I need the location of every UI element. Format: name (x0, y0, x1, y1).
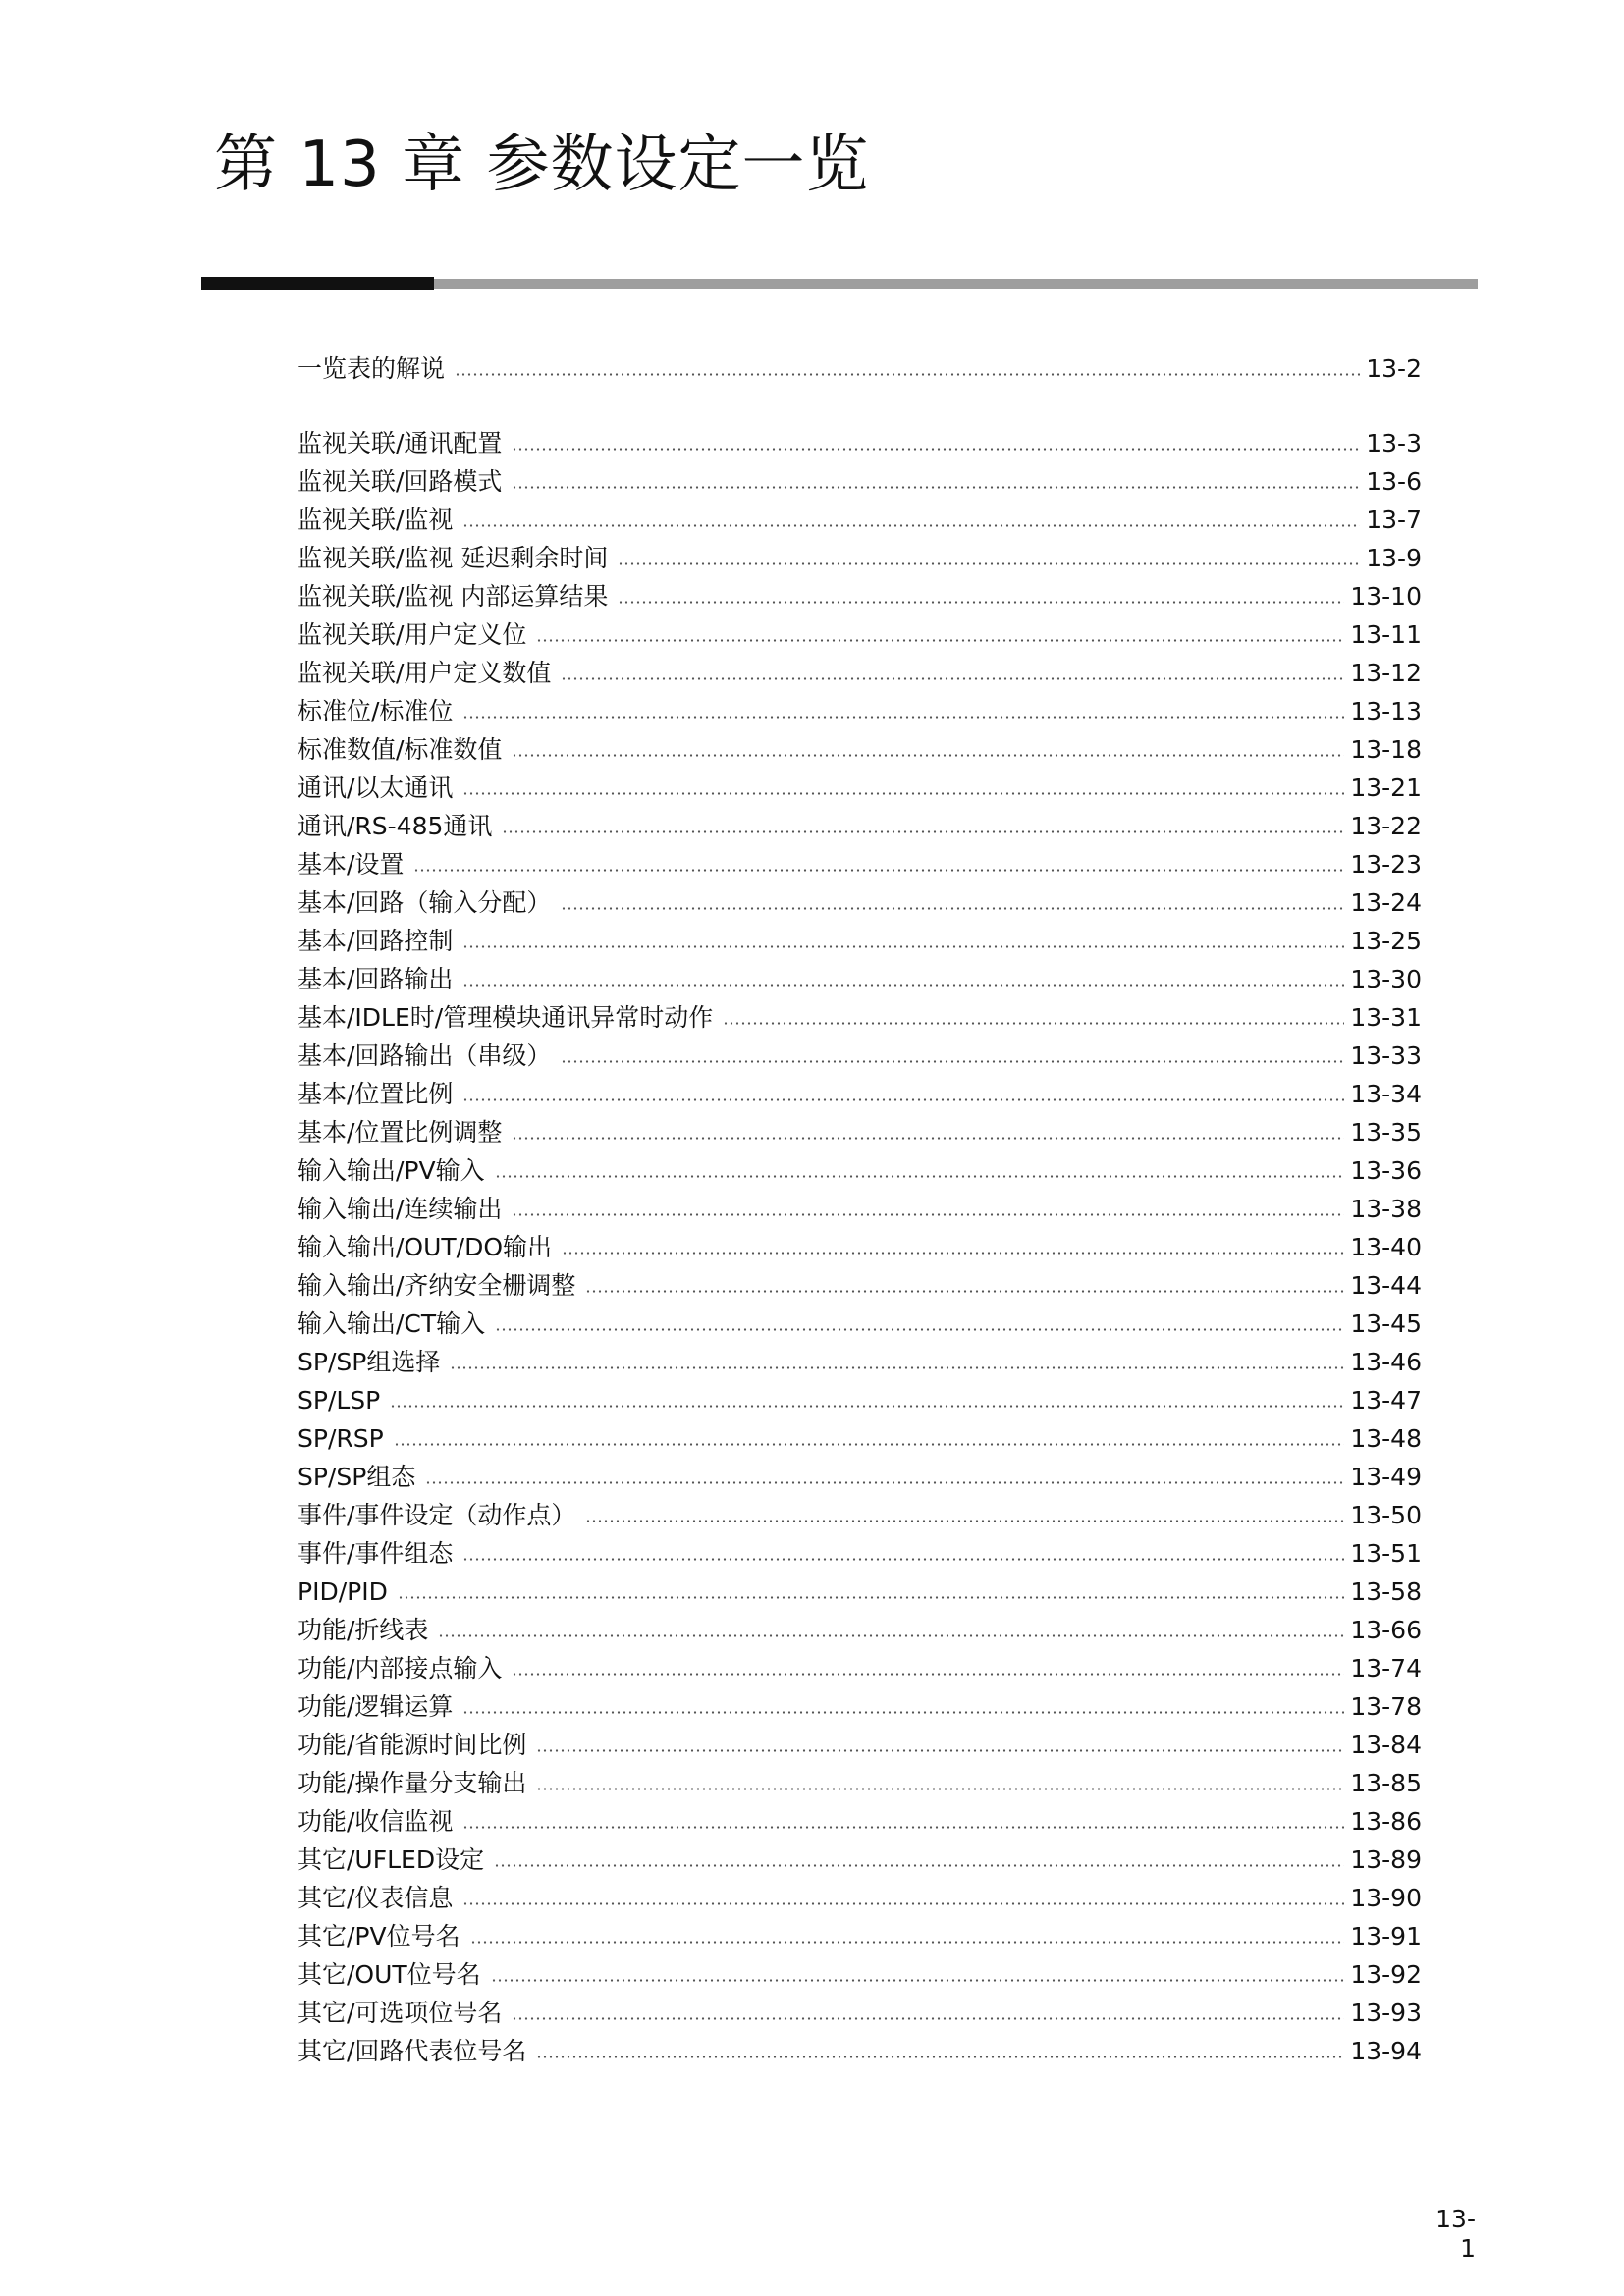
toc-entry[interactable] (298, 497, 1422, 535)
toc-entry-page: 13-94 (1350, 2037, 1422, 2065)
toc-entry-label: 其它/OUT位号名 (298, 1960, 481, 1989)
toc-entry-label: SP/SP组选择 (298, 1348, 441, 1376)
toc-entry[interactable] (298, 1224, 1422, 1262)
toc-entry-page: 13-22 (1350, 812, 1422, 840)
toc-entry-label: 其它/UFLED设定 (298, 1845, 485, 1874)
toc-leader-dots (618, 562, 1360, 565)
toc-entry-label: 通讯/以太通讯 (298, 774, 454, 802)
toc-leader-dots (462, 1711, 1344, 1714)
title-rule (201, 277, 1478, 290)
table-of-contents (298, 346, 1422, 2066)
toc-entry-page: 13-35 (1350, 1118, 1422, 1147)
toc-entry[interactable] (298, 1798, 1422, 1837)
toc-entry[interactable] (298, 1071, 1422, 1109)
toc-leader-dots (502, 830, 1344, 833)
toc-entry[interactable] (298, 458, 1422, 497)
toc-entry-page: 13-21 (1350, 774, 1422, 802)
toc-entry-page: 13-9 (1366, 544, 1422, 572)
toc-entry-page: 13-90 (1350, 1884, 1422, 1912)
toc-entry[interactable] (298, 1415, 1422, 1454)
toc-leader-dots (585, 1290, 1344, 1293)
page-number: 13-1 (1435, 2205, 1476, 2263)
toc-entry[interactable] (298, 1339, 1422, 1377)
toc-entry-label: 功能/省能源时间比例 (298, 1731, 527, 1759)
toc-entry-label: 基本/位置比例 (298, 1080, 454, 1108)
toc-entry-page: 13-47 (1350, 1386, 1422, 1415)
toc-leader-dots (512, 1213, 1344, 1216)
toc-leader-dots (462, 1826, 1344, 1829)
toc-entry-page: 13-18 (1350, 735, 1422, 764)
toc-entry-label: 输入输出/连续输出 (298, 1195, 503, 1223)
toc-entry-label: 监视关联/通讯配置 (298, 429, 503, 457)
toc-leader-dots (450, 1366, 1344, 1369)
toc-entry[interactable] (298, 841, 1422, 880)
toc-entry-page: 13-93 (1350, 1999, 1422, 2027)
toc-leader-dots (618, 601, 1344, 604)
toc-entry-page: 13-25 (1350, 927, 1422, 955)
toc-leader-dots (491, 1979, 1345, 1982)
toc-entry-page: 13-6 (1366, 467, 1422, 496)
toc-entry[interactable] (298, 1837, 1422, 1875)
toc-entry-label: 基本/回路（输入分配） (298, 888, 552, 917)
toc-entry[interactable] (298, 573, 1422, 612)
toc-entry-page: 13-85 (1350, 1769, 1422, 1797)
toc-leader-dots (413, 869, 1344, 872)
toc-entry-page: 13-33 (1350, 1041, 1422, 1070)
toc-entry-page: 13-50 (1350, 1501, 1422, 1529)
toc-entry-label: SP/RSP (298, 1424, 384, 1453)
toc-leader-dots (723, 1022, 1344, 1025)
toc-entry[interactable] (298, 1492, 1422, 1530)
toc-entry[interactable] (298, 612, 1422, 650)
toc-entry-label: 一览表的解说 (298, 354, 446, 383)
toc-entry-page: 13-48 (1350, 1424, 1422, 1453)
toc-entry-label: 事件/事件组态 (298, 1539, 454, 1568)
toc-entry[interactable] (298, 1377, 1422, 1415)
toc-entry-label: SP/LSP (298, 1386, 381, 1415)
toc-leader-dots (562, 1252, 1344, 1255)
toc-leader-dots (512, 486, 1360, 489)
toc-entry-label: 输入输出/OUT/DO输出 (298, 1233, 553, 1261)
toc-entry-label: 监视关联/监视 内部运算结果 (298, 582, 609, 611)
toc-leader-dots (438, 1634, 1344, 1637)
toc-entry-label: 功能/操作量分支输出 (298, 1769, 527, 1797)
toc-entry-label: 功能/收信监视 (298, 1807, 454, 1836)
toc-entry[interactable] (298, 880, 1422, 918)
toc-entry[interactable] (298, 994, 1422, 1033)
toc-entry-page: 13-23 (1350, 850, 1422, 879)
toc-leader-dots (425, 1481, 1344, 1484)
toc-entry[interactable] (298, 765, 1422, 803)
toc-entry-label: 基本/位置比例调整 (298, 1118, 503, 1147)
toc-entry-label: 标准数值/标准数值 (298, 735, 503, 764)
toc-entry-page: 13-66 (1350, 1616, 1422, 1644)
toc-entry-label: 功能/内部接点输入 (298, 1654, 503, 1682)
toc-entry-page: 13-3 (1366, 429, 1422, 457)
toc-entry[interactable] (298, 1760, 1422, 1798)
toc-leader-dots (462, 1098, 1344, 1101)
toc-entry[interactable] (298, 346, 1422, 384)
toc-leader-dots (561, 677, 1344, 680)
toc-leader-dots (512, 1673, 1344, 1676)
toc-entry-label: 基本/回路控制 (298, 927, 454, 955)
toc-entry-page: 13-34 (1350, 1080, 1422, 1108)
toc-entry-page: 13-49 (1350, 1463, 1422, 1491)
toc-leader-dots (470, 1941, 1345, 1944)
toc-leader-dots (561, 907, 1344, 910)
toc-entry[interactable] (298, 918, 1422, 956)
toc-entry-label: 其它/PV位号名 (298, 1922, 460, 1950)
toc-entry-page: 13-7 (1366, 506, 1422, 534)
toc-leader-dots (561, 1060, 1344, 1063)
toc-entry[interactable] (298, 650, 1422, 688)
toc-entry-page: 13-45 (1350, 1309, 1422, 1338)
toc-leader-dots (398, 1596, 1345, 1599)
toc-leader-dots (494, 1864, 1344, 1867)
toc-entry-label: 监视关联/用户定义数值 (298, 659, 552, 687)
toc-entry-page: 13-24 (1350, 888, 1422, 917)
toc-entry[interactable] (298, 1722, 1422, 1760)
toc-leader-dots (512, 754, 1344, 757)
toc-entry-page: 13-84 (1350, 1731, 1422, 1759)
toc-entry-label: 功能/逻辑运算 (298, 1692, 454, 1721)
toc-entry[interactable] (298, 1033, 1422, 1071)
toc-entry-page: 13-36 (1350, 1156, 1422, 1185)
toc-entry-page: 13-38 (1350, 1195, 1422, 1223)
toc-entry[interactable] (298, 1990, 1422, 2028)
title-rule-dark (201, 277, 434, 290)
toc-entry[interactable] (298, 1875, 1422, 1913)
toc-entry[interactable] (298, 1913, 1422, 1951)
toc-leader-dots (512, 2017, 1344, 2020)
toc-entry-page: 13-58 (1350, 1577, 1422, 1606)
toc-leader-dots (462, 945, 1344, 948)
toc-entry[interactable] (298, 535, 1422, 573)
toc-entry-label: 其它/回路代表位号名 (298, 2037, 527, 2065)
toc-leader-dots (536, 2056, 1344, 2058)
toc-entry-label: 监视关联/监视 (298, 506, 454, 534)
toc-entry[interactable] (298, 1607, 1422, 1645)
toc-leader-dots (536, 639, 1344, 642)
toc-entry-page: 13-46 (1350, 1348, 1422, 1376)
toc-entry-page: 13-44 (1350, 1271, 1422, 1300)
toc-leader-dots (536, 1788, 1344, 1790)
toc-entry-label: 事件/事件设定（动作点） (298, 1501, 576, 1529)
toc-entry-page: 13-13 (1350, 697, 1422, 725)
toc-leader-dots (462, 716, 1344, 719)
toc-entry-label: 基本/回路输出（串级） (298, 1041, 552, 1070)
toc-entry[interactable] (298, 1262, 1422, 1301)
toc-entry-label: 基本/回路输出 (298, 965, 454, 993)
toc-entry-label: 基本/IDLE时/管理模块通讯异常时动作 (298, 1003, 714, 1032)
toc-entry[interactable] (298, 688, 1422, 726)
toc-entry[interactable] (298, 1951, 1422, 1990)
toc-entry[interactable] (298, 1569, 1422, 1607)
toc-leader-dots (536, 1749, 1344, 1752)
toc-entry-label: 监视关联/回路模式 (298, 467, 503, 496)
toc-entry-label: 通讯/RS-485通讯 (298, 812, 493, 840)
toc-leader-dots (462, 984, 1344, 987)
toc-entry-label: 监视关联/监视 延迟剩余时间 (298, 544, 609, 572)
toc-entry-page: 13-92 (1350, 1960, 1422, 1989)
toc-entry-page: 13-91 (1350, 1922, 1422, 1950)
toc-entry-label: 功能/折线表 (298, 1616, 429, 1644)
toc-entry[interactable] (298, 726, 1422, 765)
toc-entry-page: 13-51 (1350, 1539, 1422, 1568)
toc-entry-label: 输入输出/CT输入 (298, 1309, 486, 1338)
toc-entry-page: 13-2 (1366, 354, 1422, 383)
toc-entry-label: 基本/设置 (298, 850, 405, 879)
toc-entry-page: 13-86 (1350, 1807, 1422, 1836)
toc-entry-label: 其它/仪表信息 (298, 1884, 454, 1912)
toc-entry-label: 输入输出/PV输入 (298, 1156, 485, 1185)
chapter-title: 第 13 章 参数设定一览 (214, 129, 870, 201)
toc-entry[interactable] (298, 1186, 1422, 1224)
toc-entry-page: 13-89 (1350, 1845, 1422, 1874)
toc-leader-dots (495, 1175, 1345, 1178)
toc-leader-dots (390, 1405, 1344, 1408)
toc-entry-page: 13-78 (1350, 1692, 1422, 1721)
toc-entry[interactable] (298, 803, 1422, 841)
toc-entry-page: 13-10 (1350, 582, 1422, 611)
toc-entry-page: 13-12 (1350, 659, 1422, 687)
toc-leader-dots (512, 1137, 1344, 1140)
toc-entry-label: SP/SP组态 (298, 1463, 416, 1491)
toc-leader-dots (512, 448, 1360, 451)
toc-leader-dots (462, 524, 1360, 527)
toc-entry-page: 13-31 (1350, 1003, 1422, 1032)
toc-leader-dots (495, 1328, 1344, 1331)
toc-entry-page: 13-40 (1350, 1233, 1422, 1261)
toc-entry-page: 13-74 (1350, 1654, 1422, 1682)
toc-entry-page: 13-30 (1350, 965, 1422, 993)
toc-entry[interactable] (298, 2028, 1422, 2066)
toc-leader-dots (462, 1902, 1344, 1905)
toc-entry[interactable] (298, 1301, 1422, 1339)
toc-leader-dots (455, 373, 1360, 376)
toc-leader-dots (462, 792, 1344, 795)
toc-leader-dots (462, 1558, 1344, 1561)
toc-entry-label: 标准位/标准位 (298, 697, 454, 725)
toc-leader-dots (394, 1443, 1345, 1446)
toc-entry-label: 其它/可选项位号名 (298, 1999, 503, 2027)
toc-entry-label: 监视关联/用户定义位 (298, 620, 527, 649)
toc-entry[interactable] (298, 956, 1422, 994)
toc-entry[interactable] (298, 1454, 1422, 1492)
title-rule-light (434, 279, 1478, 289)
toc-entry-label: PID/PID (298, 1577, 388, 1606)
toc-entry[interactable] (298, 1109, 1422, 1148)
toc-entry[interactable] (298, 1148, 1422, 1186)
toc-entry[interactable] (298, 420, 1422, 458)
toc-entry[interactable] (298, 1645, 1422, 1683)
toc-leader-dots (585, 1520, 1344, 1522)
toc-entry[interactable] (298, 1683, 1422, 1722)
toc-entry-page: 13-11 (1350, 620, 1422, 649)
toc-entry-label: 输入输出/齐纳安全栅调整 (298, 1271, 576, 1300)
toc-entry[interactable] (298, 1530, 1422, 1569)
